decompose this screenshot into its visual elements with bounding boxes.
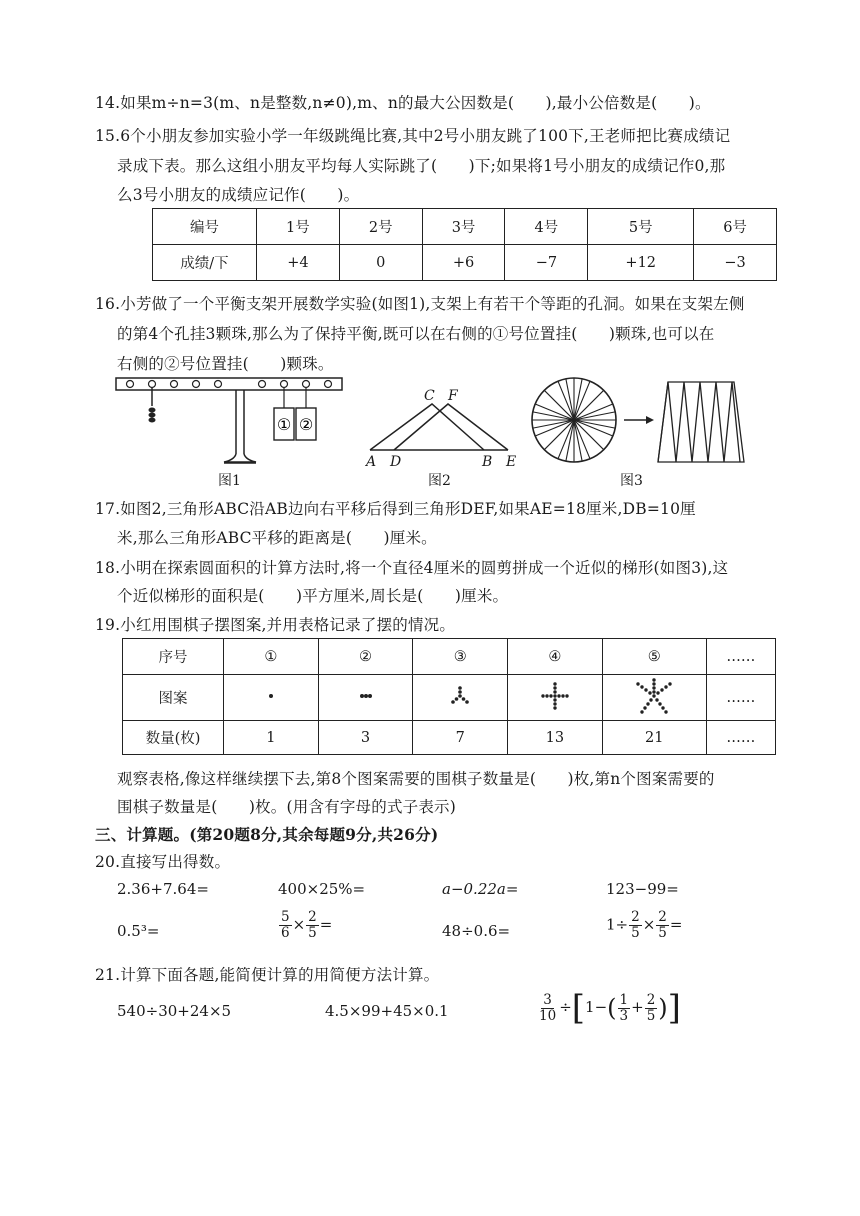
stone-pattern-4: [535, 678, 575, 714]
pattern-count: 1: [224, 721, 319, 755]
pattern-cell-4: [508, 675, 603, 721]
point-C-label: C: [424, 388, 435, 404]
calc-20-2: 400×25%=: [278, 880, 366, 898]
question-17-line1: 17.如图2,三角形ABC沿AB边向右平移后得到三角形DEF,如果AE=18厘米,DB=10厘: [95, 500, 696, 518]
calc-21-2: 4.5×99+45×0.1: [325, 1002, 449, 1020]
point-B-label: B: [482, 454, 493, 470]
section-3-title: 三、计算题。(第20题8分,其余每题9分,共26分): [95, 825, 439, 844]
pattern-cell-5: [602, 675, 706, 721]
calc-20-6: $\frac{5}{6}$ × $\frac{2}{5}$ =: [281, 909, 333, 941]
question-20-title: 20.直接写出得数。: [95, 853, 231, 871]
pattern-count: ……: [706, 721, 775, 755]
pattern-count: 7: [413, 721, 508, 755]
figure-2-caption: 图2: [428, 473, 451, 489]
score-table-header-label: 编号: [153, 209, 257, 245]
pattern-cell-3: [413, 675, 508, 721]
circle-to-trapezoid-figure: [528, 374, 760, 468]
calc-20-3: a−0.22a=: [442, 880, 519, 898]
score-table-col: 4号: [505, 209, 588, 245]
question-15-line2: 录成下表。那么这组小朋友平均每人实际跳了( )下;如果将1号小朋友的成绩记作0,那: [117, 157, 726, 175]
question-18-line1: 18.小明在探索圆面积的计算方法时,将一个直径4厘米的圆剪拼成一个近似的梯形(如图3),这: [95, 559, 729, 577]
calc-20-4: 123−99=: [606, 880, 679, 898]
question-21-title: 21.计算下面各题,能简便计算的用简便方法计算。: [95, 966, 440, 984]
position-2-label: ②: [298, 415, 314, 434]
figure-3-caption: 图3: [620, 473, 643, 489]
score-table-cell: +4: [257, 245, 340, 281]
score-table-cell: −7: [505, 245, 588, 281]
question-16-line3: 右侧的②号位置挂( )颗珠。: [117, 355, 334, 373]
point-F-label: F: [448, 388, 458, 404]
question-19-line1: 19.小红用围棋子摆图案,并用表格记录了摆的情况。: [95, 616, 456, 634]
pattern-table-row1-label: 序号: [123, 639, 224, 675]
pattern-number: ④: [508, 639, 603, 675]
pattern-cell-ellipsis: ……: [706, 675, 775, 721]
score-table: [152, 208, 777, 281]
stone-pattern-3: [440, 678, 480, 714]
pattern-count: 3: [318, 721, 413, 755]
question-16-line2: 的第4个孔挂3颗珠,那么为了保持平衡,既可以在右侧的①号位置挂( )颗珠,也可以在: [117, 325, 715, 343]
question-17-line2: 米,那么三角形ABC平移的距离是( )厘米。: [117, 529, 437, 547]
score-table-col: 6号: [694, 209, 777, 245]
question-18-line2: 个近似梯形的面积是( )平方厘米,周长是( )厘米。: [117, 587, 509, 605]
point-E-label: E: [506, 454, 517, 470]
pattern-table-row2-label: 图案: [123, 675, 224, 721]
question-19-after-line2: 围棋子数量是( )枚。(用含有字母的式子表示): [117, 798, 456, 816]
pattern-number: ①: [224, 639, 319, 675]
pattern-table: [122, 638, 776, 755]
calc-21-1: 540÷30+24×5: [117, 1002, 232, 1020]
question-19-after-line1: 观察表格,像这样继续摆下去,第8个图案需要的围棋子数量是( )枚,第n个图案需要的: [117, 770, 715, 788]
figure-1-caption: 图1: [218, 473, 241, 489]
pattern-number: ③: [413, 639, 508, 675]
score-table-cell: +12: [588, 245, 694, 281]
question-15-line3: 么3号小朋友的成绩应记作( )。: [117, 186, 360, 204]
balance-frame-figure: [112, 374, 347, 469]
pattern-cell-2: [318, 675, 413, 721]
position-1-label: ①: [276, 415, 292, 434]
score-table-col: 3号: [422, 209, 505, 245]
score-table-col: 5号: [588, 209, 694, 245]
question-16-line1: 16.小芳做了一个平衡支架开展数学实验(如图1),支架上有若干个等距的孔洞。如果在支架左侧: [95, 295, 745, 313]
pattern-count: 13: [508, 721, 603, 755]
score-table-col: 1号: [257, 209, 340, 245]
score-table-cell: −3: [694, 245, 777, 281]
stone-pattern-1: [251, 678, 291, 714]
score-table-col: 2号: [339, 209, 422, 245]
pattern-number: ②: [318, 639, 413, 675]
question-14: 14.如果m÷n=3(m、n是整数,n≠0),m、n的最大公因数是( ),最小公倍数是( )。: [95, 94, 711, 112]
calc-21-3: $\frac{3}{10}$ ÷[1−( $\frac{1}{3}$ + $\frac{2}{5}$ )]: [539, 988, 681, 1028]
triangle-translation-figure: [362, 384, 527, 470]
question-15-line1: 15.6个小朋友参加实验小学一年级跳绳比赛,其中2号小朋友跳了100下,王老师把比赛成绩记: [95, 127, 731, 145]
stone-pattern-2: [346, 678, 386, 714]
pattern-number: ⑤: [602, 639, 706, 675]
pattern-cell-1: [224, 675, 319, 721]
pattern-count: 21: [602, 721, 706, 755]
point-D-label: D: [390, 454, 402, 470]
pattern-number: ……: [706, 639, 775, 675]
score-table-cell: 0: [339, 245, 422, 281]
score-table-row-label: 成绩/下: [153, 245, 257, 281]
calc-20-8: 1÷ $\frac{2}{5}$ × $\frac{2}{5}$ =: [606, 909, 683, 941]
score-table-cell: +6: [422, 245, 505, 281]
calc-20-7: 48÷0.6=: [442, 922, 511, 940]
calc-20-1: 2.36+7.64=: [117, 880, 209, 898]
point-A-label: A: [366, 454, 377, 470]
pattern-table-row3-label: 数量(枚): [123, 721, 224, 755]
calc-20-5: 0.5³=: [117, 922, 160, 940]
stone-pattern-5: [632, 676, 676, 716]
